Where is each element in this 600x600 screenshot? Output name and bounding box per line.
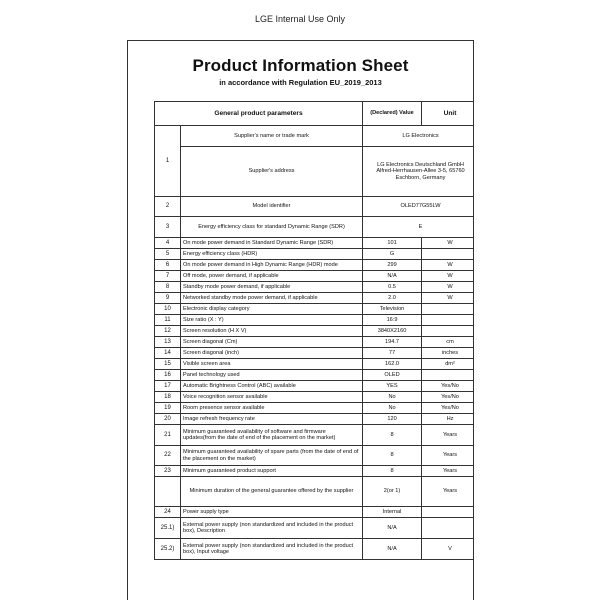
row-number: 22	[155, 446, 181, 466]
row-value: 8	[363, 446, 422, 466]
row-label: On mode power demand in Standard Dynamic Range (SDR)	[181, 238, 363, 249]
row-label: Energy efficiency class (HDR)	[181, 249, 363, 260]
row-value: 8	[363, 466, 422, 477]
row-unit: W	[422, 293, 474, 304]
row-number: 8	[155, 282, 181, 293]
row-unit: W	[422, 238, 474, 249]
row-number: 16	[155, 370, 181, 381]
parameters-table	[154, 101, 474, 560]
row-value: Television	[363, 304, 422, 315]
table-row	[155, 326, 475, 337]
table-row	[155, 414, 475, 425]
row-value: N/A	[363, 518, 422, 539]
row-number: 15	[155, 359, 181, 370]
row-value: No	[363, 403, 422, 414]
row-unit	[422, 370, 474, 381]
row-unit: V	[422, 539, 474, 560]
table-row	[155, 315, 475, 326]
row-label: Image refresh frequency rate	[181, 414, 363, 425]
row-value: 77	[363, 348, 422, 359]
row-label: Automatic Brightness Control (ABC) available	[181, 381, 363, 392]
row-label: Screen resolution (H X V)	[181, 326, 363, 337]
row-number: 11	[155, 315, 181, 326]
row-label: Standby mode power demand, if applicable	[181, 282, 363, 293]
row-label: Model identifier	[181, 197, 363, 217]
table-row	[155, 260, 475, 271]
row-number: 2	[155, 197, 181, 217]
row-value: 2(or 1)	[363, 477, 422, 507]
row-label: External power supply (non standardized and included in the product box), Description	[181, 518, 363, 539]
row-number: 1	[155, 126, 181, 197]
table-row	[155, 507, 475, 518]
row-value: 16:9	[363, 315, 422, 326]
row-value: 101	[363, 238, 422, 249]
row-value: N/A	[363, 539, 422, 560]
row-label: Screen diagonal (inch)	[181, 348, 363, 359]
row-value: No	[363, 392, 422, 403]
row-label: Size ratio (X : Y)	[181, 315, 363, 326]
row-value: 8	[363, 425, 422, 446]
row-label: Voice recognition sensor available	[181, 392, 363, 403]
row-unit: Years	[422, 446, 474, 466]
row-unit: dm²	[422, 359, 474, 370]
row-unit: Years	[422, 425, 474, 446]
sheet-subtitle: in accordance with Regulation EU_2019_2013	[219, 78, 382, 87]
row-unit: Yes/No	[422, 392, 474, 403]
row-label: Power supply type	[181, 507, 363, 518]
row-label: Visible screen area	[181, 359, 363, 370]
row-number: 5	[155, 249, 181, 260]
row-label: Screen diagonal (Cm)	[181, 337, 363, 348]
row-number: 4	[155, 238, 181, 249]
row-number: 3	[155, 217, 181, 238]
row-label: Minimum guaranteed availability of software and firmware updates(from the date of end of the placement on the market)	[181, 425, 363, 446]
row-number: 25.2)	[155, 539, 181, 560]
table-row	[155, 403, 475, 414]
row-number: 14	[155, 348, 181, 359]
row-number: 10	[155, 304, 181, 315]
row-label: Supplier's address	[181, 147, 363, 197]
row-number: 18	[155, 392, 181, 403]
table-row	[155, 359, 475, 370]
table-row	[155, 381, 475, 392]
row-number: 13	[155, 337, 181, 348]
table-row	[155, 293, 475, 304]
row-number: 12	[155, 326, 181, 337]
table-row	[155, 147, 475, 197]
row-number: 7	[155, 271, 181, 282]
row-number: 21	[155, 425, 181, 446]
row-label: Minimum guaranteed product support	[181, 466, 363, 477]
row-value: 120	[363, 414, 422, 425]
table-row	[155, 477, 475, 507]
row-unit: cm	[422, 337, 474, 348]
row-value: 299	[363, 260, 422, 271]
table-row	[155, 348, 475, 359]
table-row	[155, 337, 475, 348]
row-value: OLED77G55LW	[363, 197, 474, 217]
table-row	[155, 217, 475, 238]
row-value: E	[363, 217, 474, 238]
table-row	[155, 539, 475, 560]
row-label: External power supply (non standardized and included in the product box), Input voltage	[181, 539, 363, 560]
row-unit: Years	[422, 477, 474, 507]
header-parameters: General product parameters	[155, 102, 363, 126]
row-number: 20	[155, 414, 181, 425]
row-number: 17	[155, 381, 181, 392]
row-number: 23	[155, 466, 181, 477]
row-value: OLED	[363, 370, 422, 381]
table-row	[155, 446, 475, 466]
row-value: LG Electronics Deutschland GmbH Alfred-Herrhausen-Allee 3-5, 65760 Eschborn, Germany	[363, 147, 474, 197]
header-declared-value: (Declared) Value	[363, 102, 422, 126]
row-value: Internal	[363, 507, 422, 518]
row-unit	[422, 304, 474, 315]
sheet-title: Product Information Sheet	[192, 56, 409, 75]
row-label: Minimum guaranteed availability of spare parts (from the date of end of the placement on the market)	[181, 446, 363, 466]
row-unit: Years	[422, 466, 474, 477]
row-value: LG Electronics	[363, 126, 474, 147]
row-label: Supplier's name or trade mark	[181, 126, 363, 147]
row-unit: Yes/No	[422, 381, 474, 392]
table-row	[155, 370, 475, 381]
row-number: 6	[155, 260, 181, 271]
row-unit	[422, 326, 474, 337]
row-label: On mode power demand in High Dynamic Range (HDR) mode	[181, 260, 363, 271]
row-unit	[422, 315, 474, 326]
row-unit	[422, 249, 474, 260]
row-value: 3840X2160	[363, 326, 422, 337]
row-value: 2.0	[363, 293, 422, 304]
row-value: G	[363, 249, 422, 260]
row-value: N/A	[363, 271, 422, 282]
row-value: 194.7	[363, 337, 422, 348]
product-information-sheet	[127, 40, 474, 600]
row-value: YES	[363, 381, 422, 392]
table-row	[155, 126, 475, 147]
table-row	[155, 425, 475, 446]
row-label: Energy efficiency class for standard Dynamic Range (SDR)	[181, 217, 363, 238]
row-label: Off mode, power demand, if applicable	[181, 271, 363, 282]
row-number: 25.1)	[155, 518, 181, 539]
row-value: 0.5	[363, 282, 422, 293]
row-number: 24	[155, 507, 181, 518]
table-row	[155, 249, 475, 260]
table-row	[155, 304, 475, 315]
table-row	[155, 197, 475, 217]
table-row	[155, 518, 475, 539]
table-row	[155, 271, 475, 282]
table-row	[155, 282, 475, 293]
row-unit	[422, 507, 474, 518]
row-label: Room presence sensor available	[181, 403, 363, 414]
row-label: Electronic display category	[181, 304, 363, 315]
row-label: Networked standby mode power demand, if applicable	[181, 293, 363, 304]
row-number: 9	[155, 293, 181, 304]
table-header-row	[155, 102, 475, 126]
table-row	[155, 392, 475, 403]
table-row	[155, 238, 475, 249]
internal-use-note: LGE Internal Use Only	[254, 14, 346, 24]
row-unit: Hz	[422, 414, 474, 425]
row-unit: W	[422, 271, 474, 282]
row-unit: W	[422, 282, 474, 293]
table-row	[155, 466, 475, 477]
row-value: 162.0	[363, 359, 422, 370]
row-unit	[422, 518, 474, 539]
header-unit: Unit	[422, 102, 474, 126]
row-label: Panel technology used	[181, 370, 363, 381]
row-number: 19	[155, 403, 181, 414]
row-unit: Yes/No	[422, 403, 474, 414]
row-unit: inches	[422, 348, 474, 359]
row-number	[155, 477, 181, 507]
row-label: Minimum duration of the general guarantee offered by the supplier	[181, 477, 363, 507]
row-unit: W	[422, 260, 474, 271]
